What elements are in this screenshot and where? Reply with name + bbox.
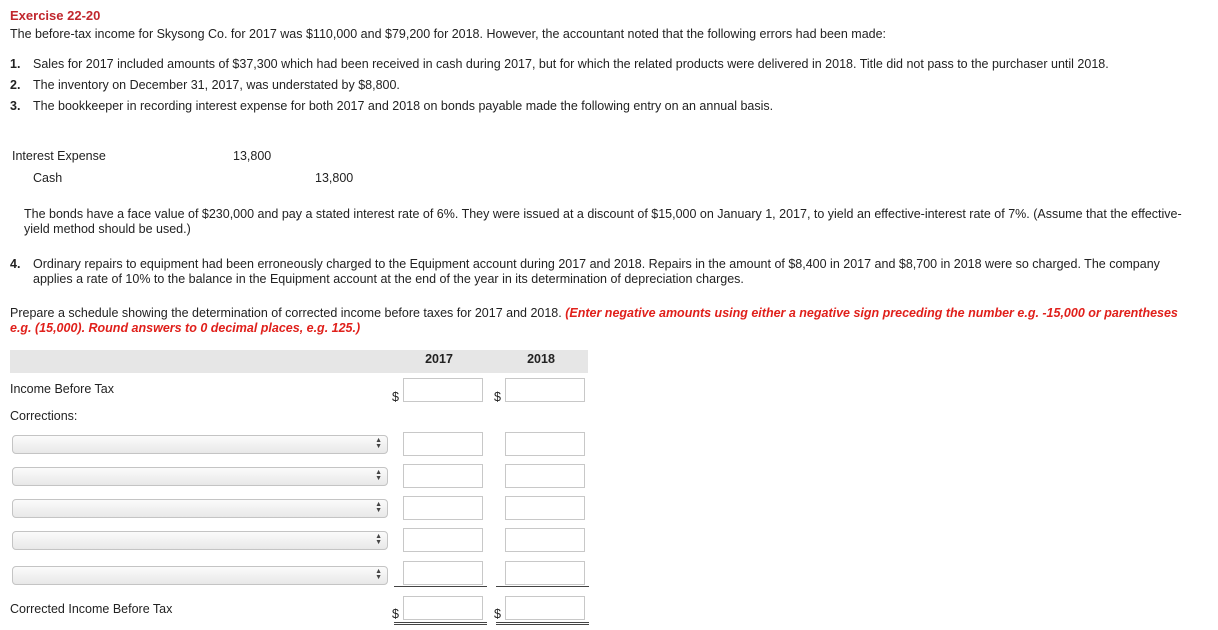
correction-2018-input[interactable] (505, 432, 585, 456)
bonds-note: The bonds have a face value of $230,000 and pay a stated interest rate of 6%. They were issued at a discount of $15,000 on January 1, 2017, to yield an effective-interest rate of 7%. (Assume that the effective-yield method should be used.) (24, 207, 1182, 236)
instructions-text: Prepare a schedule showing the determination of corrected income before taxes for 2017 and 2018. (10, 306, 562, 320)
total-double-underline (496, 622, 589, 625)
currency-sign: $ (494, 390, 501, 404)
instructions (10, 306, 1190, 336)
income-before-tax-2018-input[interactable] (505, 378, 585, 402)
subtotal-underline (496, 586, 589, 587)
correction-2018-input[interactable] (505, 464, 585, 488)
select-arrows-icon: ▲ ▼ (375, 469, 382, 482)
correction-2017-input[interactable] (403, 561, 483, 585)
select-arrows-icon: ▲ ▼ (375, 568, 382, 581)
correction-select[interactable] (12, 467, 388, 486)
corrected-income-2017-input[interactable] (403, 596, 483, 620)
currency-sign: $ (392, 390, 399, 404)
error-number: 3. (10, 99, 21, 113)
select-arrows-icon: ▲ ▼ (375, 501, 382, 514)
exercise-title: Exercise 22-20 (10, 8, 101, 23)
error-number: 1. (10, 57, 21, 71)
error-item (10, 78, 1200, 93)
error-item (10, 99, 1200, 114)
column-header-2017: 2017 (425, 352, 453, 366)
correction-2018-input[interactable] (505, 496, 585, 520)
corrected-income-2018-input[interactable] (505, 596, 585, 620)
correction-2017-input[interactable] (403, 464, 483, 488)
select-arrows-icon: ▲ ▼ (375, 533, 382, 546)
correction-2017-input[interactable] (403, 496, 483, 520)
correction-select[interactable] (12, 531, 388, 550)
je-debit-amount: 13,800 (233, 149, 272, 163)
error-text: Sales for 2017 included amounts of $37,300 which had been received in cash during 2017, but for which the related products were delivered in 2018. Title did not pass to the purchaser until 2018. (33, 57, 1109, 71)
error-item (10, 57, 1200, 72)
error-item (10, 257, 1200, 287)
correction-2018-input[interactable] (505, 561, 585, 585)
correction-2017-input[interactable] (403, 432, 483, 456)
income-before-tax-label: Income Before Tax (10, 382, 114, 396)
column-header-2018: 2018 (527, 352, 555, 366)
corrected-income-label: Corrected Income Before Tax (10, 602, 173, 616)
correction-2017-input[interactable] (403, 528, 483, 552)
error-number: 4. (10, 257, 21, 271)
corrections-label: Corrections: (10, 409, 78, 423)
error-text: The inventory on December 31, 2017, was understated by $8,800. (33, 78, 400, 92)
correction-select[interactable] (12, 566, 388, 585)
correction-select[interactable] (12, 435, 388, 454)
currency-sign: $ (392, 607, 399, 621)
correction-2018-input[interactable] (505, 528, 585, 552)
currency-sign: $ (494, 607, 501, 621)
total-double-underline (394, 622, 487, 625)
correction-select[interactable] (12, 499, 388, 518)
error-text: The bookkeeper in recording interest expense for both 2017 and 2018 on bonds payable made the following entry on an annual basis. (33, 99, 774, 113)
subtotal-underline (394, 586, 487, 587)
income-before-tax-2017-input[interactable] (403, 378, 483, 402)
je-debit-account: Interest Expense (12, 149, 106, 163)
select-arrows-icon: ▲ ▼ (375, 437, 382, 450)
errors-list (10, 57, 1200, 120)
error-number: 2. (10, 78, 21, 92)
error-text: Ordinary repairs to equipment had been erroneously charged to the Equipment account during 2017 and 2018. Repairs in the amount of $8,400 in 2017 and $8,700 in 2018 were so charged. The company applies a rate of 10% to the balance in the Equipment account at the end of the year in its determination of depreciation charges. (33, 257, 1160, 286)
je-credit-amount: 13,800 (315, 171, 354, 185)
instructions-note: (Enter negative amounts using either a negative sign preceding the number e.g. -15,000 or parentheses e.g. (15,000). Round answers to 0 decimal places, e.g. 125.) (10, 306, 1178, 335)
intro-text: The before-tax income for Skysong Co. for 2017 was $110,000 and $79,200 for 2018. However, the accountant noted that the following errors had been made: (10, 27, 887, 41)
je-credit-account: Cash (33, 171, 63, 185)
